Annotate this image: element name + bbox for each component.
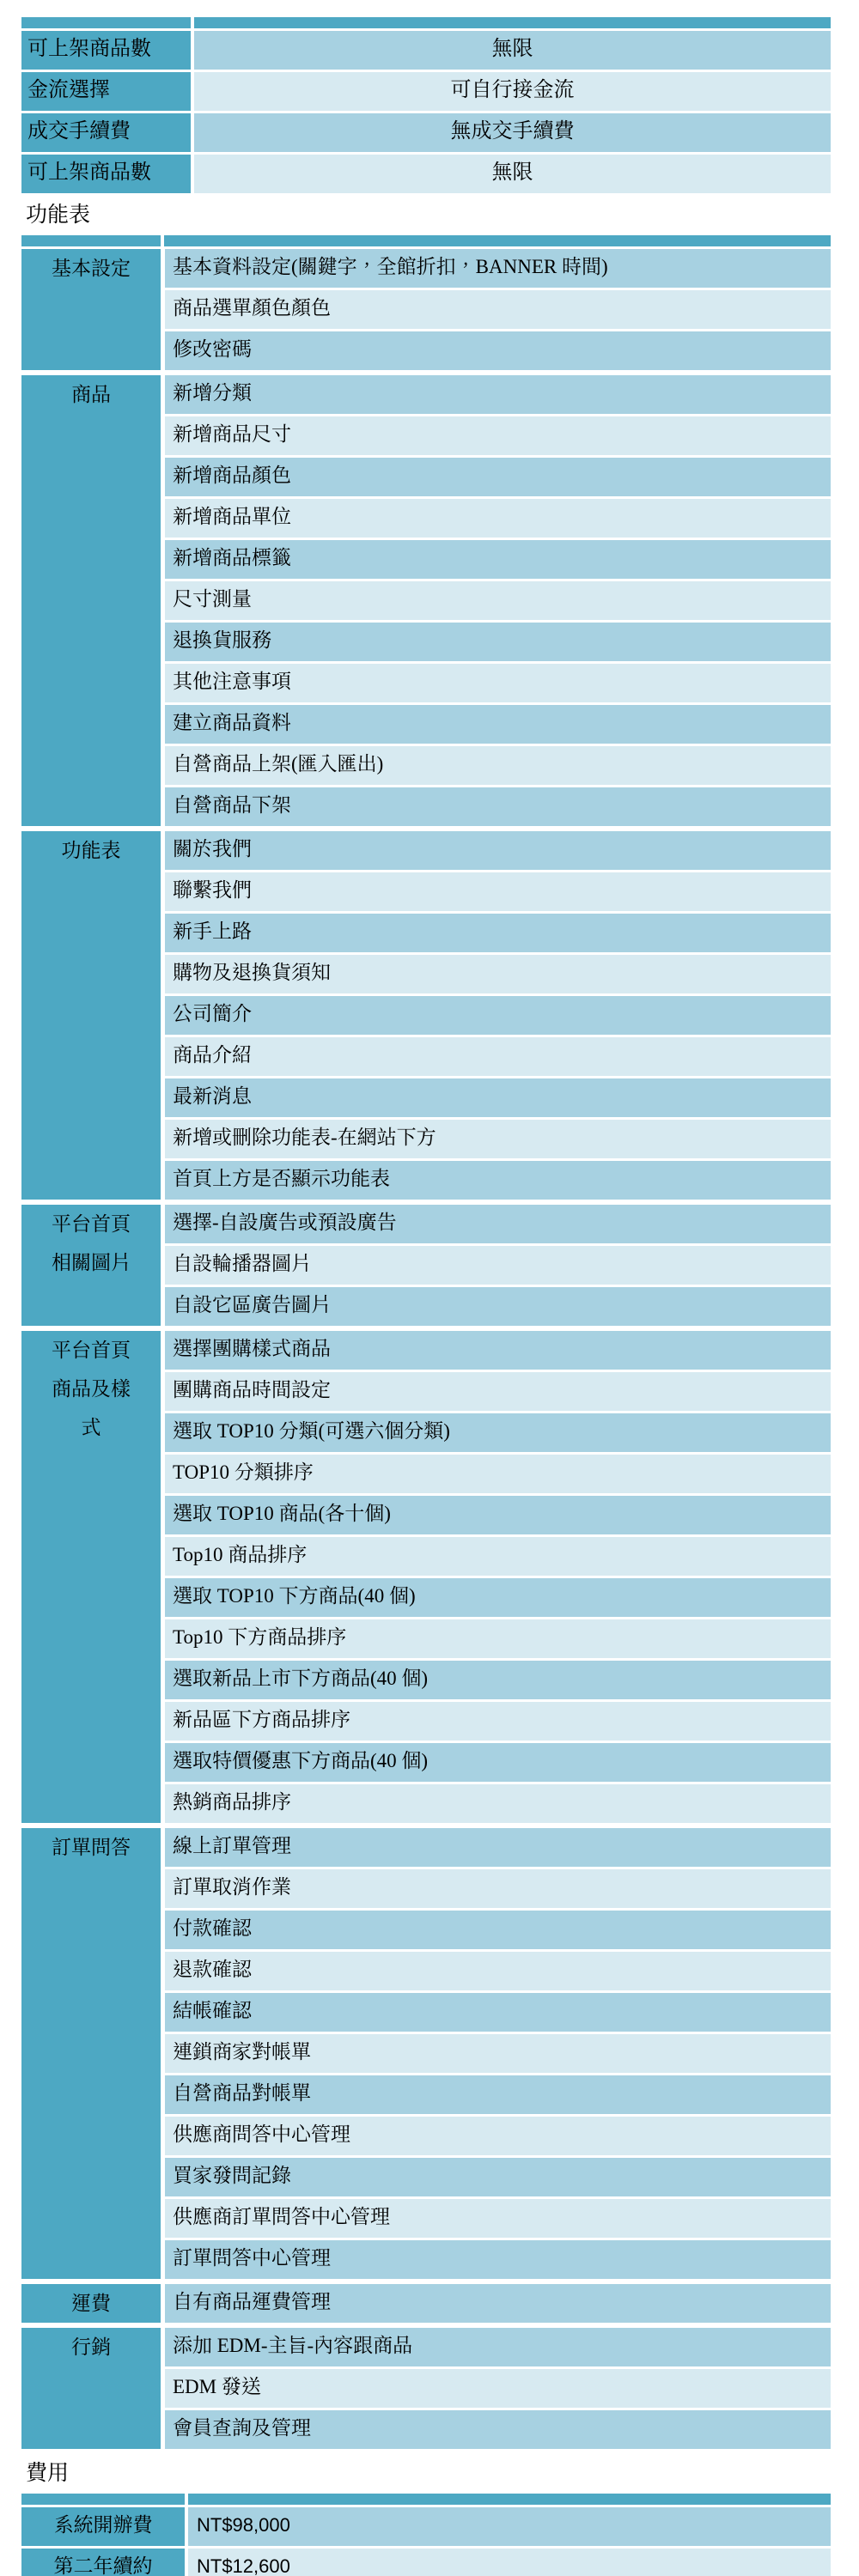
row-value-cell: NT$12,600 [188, 2549, 831, 2576]
feature-item-row: 買家發問記錄 [165, 2158, 831, 2196]
fees-section-label: 費用 [26, 2462, 70, 2485]
feature-item-row: 新增或刪除功能表-在網站下方 [165, 1120, 831, 1158]
feature-item-row: 訂單取消作業 [165, 1869, 831, 1908]
section-header-cell [21, 375, 161, 826]
feature-item-row: 選擇團購樣式商品 [165, 1331, 831, 1370]
feature-item-row: 公司簡介 [165, 996, 831, 1035]
feature-section-shipping [21, 2284, 831, 2323]
feature-item-row: 新增商品尺寸 [165, 416, 831, 455]
row-label-cell: 第二年續約 [21, 2549, 185, 2576]
feature-item-row: 聯繫我們 [165, 872, 831, 911]
section-rows [165, 1331, 831, 1823]
section-header-text: 平台首頁商品及樣式 [52, 1340, 131, 1438]
summary-table [21, 17, 831, 193]
section-header-cell [21, 1205, 161, 1326]
features-table [21, 235, 831, 2449]
feature-item-row: 添加 EDM-主旨-內容跟商品 [165, 2328, 831, 2366]
feature-section-marketing [21, 2328, 831, 2449]
section-header-cell [21, 831, 161, 1200]
feature-item-row: 結帳確認 [165, 1993, 831, 2032]
feature-item-row: 修改密碼 [165, 331, 831, 370]
row-label-cell: 系統開辦費 [21, 2507, 185, 2546]
section-header-cell [21, 2328, 161, 2449]
section-header-text: 功能表 [61, 840, 121, 861]
table-header-row [21, 235, 831, 246]
row-value-cell: 無成交手續費 [194, 113, 831, 152]
feature-section-products [21, 375, 831, 826]
fee-row [21, 2549, 831, 2576]
header-cell-left [21, 2494, 185, 2505]
row-value-cell: 可自行接金流 [194, 72, 831, 111]
feature-item-row: 會員查詢及管理 [165, 2410, 831, 2449]
section-header-text: 運費 [71, 2293, 111, 2314]
feature-item-row: 選取 TOP10 分類(可選六個分類) [165, 1413, 831, 1452]
feature-section-homepage-images [21, 1205, 831, 1326]
header-cell-left [21, 235, 161, 246]
header-cell-left [21, 17, 191, 28]
feature-item-row: 其他注意事項 [165, 664, 831, 702]
row-value-cell: 無限 [194, 31, 831, 70]
feature-item-row: 選取 TOP10 下方商品(40 個) [165, 1578, 831, 1617]
summary-row [21, 72, 831, 111]
header-cell-right [188, 2494, 831, 2505]
section-header-cell [21, 2284, 161, 2323]
feature-item-row: 自設它區廣告圖片 [165, 1287, 831, 1326]
fee-row [21, 2507, 831, 2546]
feature-item-row: 熱銷商品排序 [165, 1784, 831, 1823]
section-rows [165, 375, 831, 826]
feature-item-row: 尺寸測量 [165, 581, 831, 620]
feature-item-row: 首頁上方是否顯示功能表 [165, 1161, 831, 1200]
feature-item-row: 自營商品對帳單 [165, 2075, 831, 2114]
feature-item-row: 自設輪播器圖片 [165, 1246, 831, 1285]
feature-item-row: 新增商品單位 [165, 499, 831, 538]
fees-table [21, 2494, 831, 2576]
feature-item-row: 最新消息 [165, 1078, 831, 1117]
feature-item-row: 供應商問答中心管理 [165, 2117, 831, 2155]
feature-item-row: 自營商品上架(匯入匯出) [165, 746, 831, 785]
feature-section-homepage-products-style [21, 1331, 831, 1823]
feature-item-row: TOP10 分類排序 [165, 1455, 831, 1493]
table-header-row [21, 17, 831, 28]
feature-item-row: 退換貨服務 [165, 623, 831, 661]
feature-item-row: 連鎖商家對帳單 [165, 2034, 831, 2073]
header-cell-right [164, 235, 831, 246]
feature-item-row: 新增分類 [165, 375, 831, 414]
header-cell-right [194, 17, 831, 28]
feature-item-row: 團購商品時間設定 [165, 1372, 831, 1411]
feature-item-row: 自有商品運費管理 [165, 2284, 831, 2323]
summary-row [21, 31, 831, 70]
row-value-cell: 無限 [194, 155, 831, 193]
feature-item-row: 付款確認 [165, 1911, 831, 1949]
section-header-text: 基本設定 [52, 258, 131, 279]
feature-section-menu [21, 831, 831, 1200]
feature-item-row: 新手上路 [165, 914, 831, 952]
feature-item-row: 商品選單顏色顏色 [165, 290, 831, 329]
feature-item-row: 線上訂單管理 [165, 1828, 831, 1867]
feature-item-row: 基本資料設定(關鍵字，全館折扣，BANNER 時間) [165, 249, 831, 288]
summary-row [21, 155, 831, 193]
row-label-cell: 可上架商品數 [21, 155, 191, 193]
feature-section-basic-settings [21, 249, 831, 370]
row-label-cell: 可上架商品數 [21, 31, 191, 70]
feature-item-row: 訂單問答中心管理 [165, 2240, 831, 2279]
feature-item-row: 新品區下方商品排序 [165, 1702, 831, 1741]
feature-item-row: 選取 TOP10 商品(各十個) [165, 1496, 831, 1534]
section-header-text: 平台首頁相關圖片 [52, 1213, 131, 1273]
section-rows [165, 1205, 831, 1326]
feature-item-row: 新增商品顏色 [165, 458, 831, 496]
feature-item-row: 選取新品上市下方商品(40 個) [165, 1661, 831, 1699]
section-header-text: 商品 [71, 384, 111, 405]
section-rows [165, 831, 831, 1200]
feature-item-row: 供應商訂單問答中心管理 [165, 2199, 831, 2238]
feature-item-row: 選擇-自設廣告或預設廣告 [165, 1205, 831, 1243]
feature-item-row: 選取特價優惠下方商品(40 個) [165, 1743, 831, 1782]
feature-section-order-qa [21, 1828, 831, 2279]
section-rows [165, 1828, 831, 2279]
menu-section-label: 功能表 [26, 204, 91, 227]
summary-row [21, 113, 831, 152]
feature-item-row: 建立商品資料 [165, 705, 831, 744]
row-label-cell: 成交手續費 [21, 113, 191, 152]
row-label-cell: 金流選擇 [21, 72, 191, 111]
feature-item-row: Top10 商品排序 [165, 1537, 831, 1576]
section-rows [165, 2284, 831, 2323]
feature-item-row: Top10 下方商品排序 [165, 1619, 831, 1658]
feature-item-row: 新增商品標籤 [165, 540, 831, 579]
feature-item-row: 退款確認 [165, 1952, 831, 1990]
section-rows [165, 249, 831, 370]
feature-item-row: 商品介紹 [165, 1037, 831, 1076]
section-header-cell [21, 1331, 161, 1823]
feature-item-row: 自營商品下架 [165, 787, 831, 826]
feature-item-row: 關於我們 [165, 831, 831, 870]
feature-item-row: EDM 發送 [165, 2369, 831, 2408]
section-rows [165, 2328, 831, 2449]
row-value-cell: NT$98,000 [188, 2507, 831, 2546]
section-header-text: 訂單問答 [52, 1837, 131, 1858]
table-header-row [21, 2494, 831, 2505]
section-header-text: 行銷 [71, 2336, 111, 2358]
feature-item-row: 購物及退換貨須知 [165, 955, 831, 993]
section-header-cell [21, 1828, 161, 2279]
section-header-cell [21, 249, 161, 370]
